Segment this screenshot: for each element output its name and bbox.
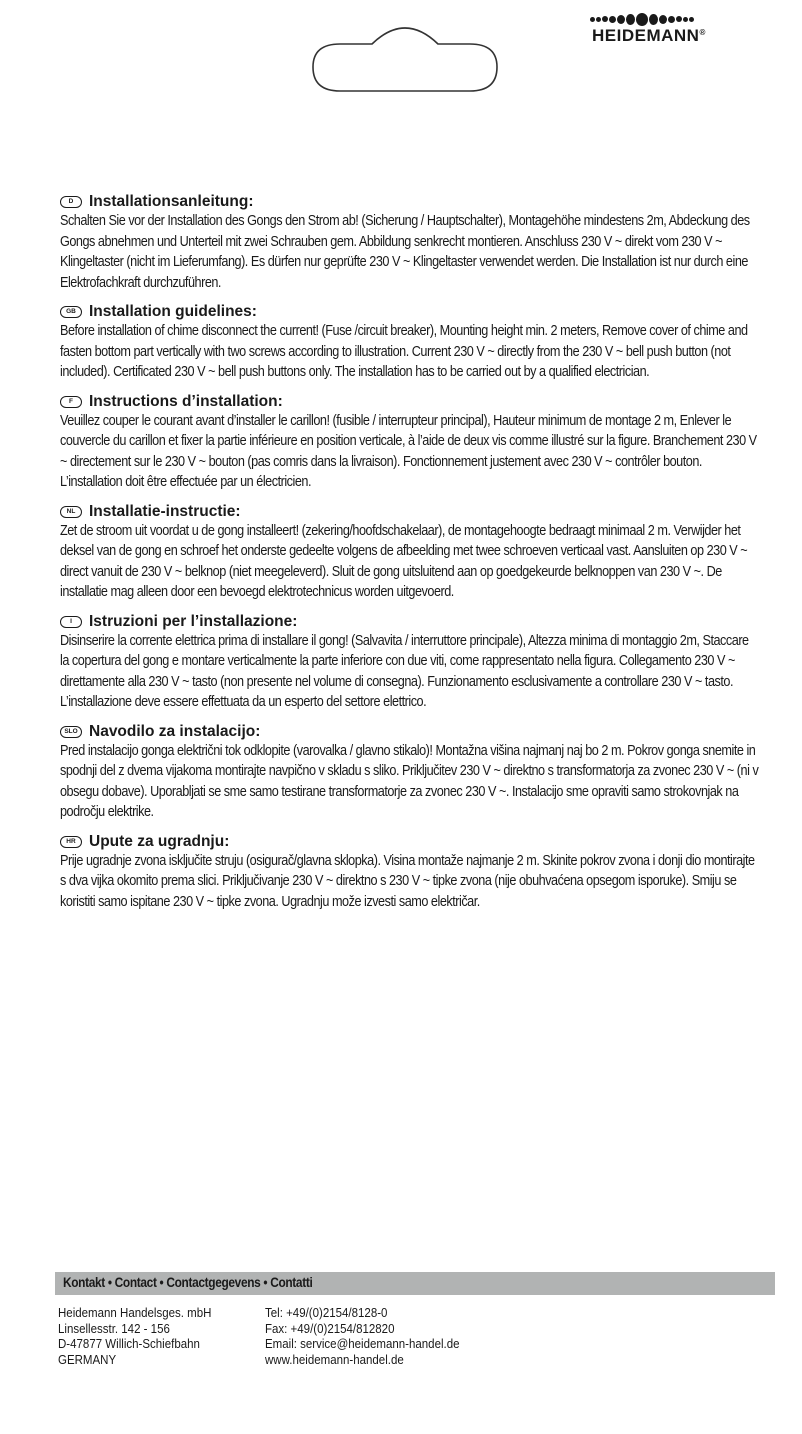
registered-mark: ® (699, 28, 706, 37)
section-hr (60, 833, 760, 913)
section-fr (60, 393, 760, 493)
section-body: Disinserire la corrente elettrica prima di installare il gong! (Salvavita / interruttore principale), Altezza minima di montaggio 2m, Staccare la copertura del gong e montare verticalmente la parte inferiore con due viti, come rappresentato nella figura. Collegamento 230 V ~ direttamente alla 230 V ~ tasto (non presente nel volume di consegna). Funzionamento esclusivamente a controllare 230 V ~ tasto. L’installazione deve essere effettuata da un esperto del settore elettrico. (60, 632, 749, 710)
section-slo (60, 723, 760, 823)
section-heading: Navodilo za instalacijo: (89, 722, 261, 740)
country-badge-icon: NL (60, 506, 82, 518)
section-gb (60, 303, 760, 383)
section-heading: Instructions d’installation: (89, 392, 283, 410)
contact-details (265, 1306, 460, 1368)
street-address: Linsellesstr. 142 - 156 (58, 1321, 170, 1336)
telephone: Tel: +49/(0)2154/8128-0 (265, 1306, 388, 1320)
section-body: Pred instalacijo gonga električni tok odklopite (varovalka / glavno stikalo)! Montažna višina najmanj naj bo 2 m. Pokrov gonga snemite in spodnji del z dvema vijakoma montirajte navpično v skladu s sliko. Priključitev 230 V ~ direktno s transformatorja za zvonec 230 V ~ (ni v obsegu dobave). Uporabljati se sme samo testirane transformatorje za zvonec 230 V ~. Instalacijo sme opraviti samo strokovnjak na področju elektrike. (60, 742, 759, 820)
heidemann-logo (588, 12, 788, 46)
section-nl (60, 503, 760, 603)
section-body: Before installation of chime disconnect the current! (Fuse /circuit breaker), Mounting height min. 2 meters, Remove cover of chime and fasten bottom part vertically with two screws according to illustration. Current 230 V ~ directly from the 230 V ~ bell push button (not included). Certificated 230 V ~ bell push buttons only. The installation has to be carried out by a qualified electrician. (60, 323, 748, 380)
contact-address (58, 1306, 211, 1368)
city-address: D-47877 Willich-Schiefbahn (58, 1337, 200, 1351)
country-badge-icon: GB (60, 306, 82, 318)
section-heading: Installation guidelines: (89, 303, 257, 320)
company-name: Heidemann Handelsges. mbH (58, 1306, 212, 1320)
contact-bar (55, 1272, 775, 1295)
section-body: Veuillez couper le courant avant d’installer le carillon! (fusible / interrupteur principal), Hauteur minimum de montage 2 m, Enlever le couvercle du carillon et fixer la partie inférieure en position verticale, à l’aide de deux vis comme illustré sur la figure. Branchement 230 V ~ directement sur le 230 V ~ bouton (pas comris dans la livraison). Fonctionnement justement avec 230 V ~ contrôler bouton. L’installation doit être effectuée par un électricien. (60, 412, 757, 490)
website-link[interactable]: www.heidemann-handel.de (265, 1352, 404, 1367)
section-title (60, 303, 760, 321)
section-title (60, 503, 760, 521)
contact-bar-label: Kontakt • Contact • Contactgegevens • Contatti (63, 1274, 313, 1290)
section-title (60, 193, 760, 211)
email-link[interactable]: Email: service@heidemann-handel.de (265, 1337, 460, 1351)
section-body: Schalten Sie vor der Installation des Gongs den Strom ab! (Sicherung / Hauptschalter), Montagehöhe mindestens 2m, Abdeckung des Gongs abnehmen und Unterteil mit zwei Schrauben gem. Abbildung senkrecht montieren. Anschluss 230 V ~ direkt vom 230 V ~ Klingeltaster (nicht im Lieferumfang). Es dürfen nur geprüfte 230 V ~ Klingeltaster verwendet werden. Die Installation ist nur durch eine Elektrofachkraft durchzuführen. (60, 213, 750, 291)
section-title (60, 613, 760, 631)
country-badge-icon: HR (60, 836, 82, 848)
instructions (60, 193, 760, 922)
country-badge-icon: D (60, 196, 82, 208)
chime-outline-icon (305, 20, 505, 95)
logo-dots-icon (588, 12, 788, 26)
fax: Fax: +49/(0)2154/812820 (265, 1321, 395, 1336)
section-heading: Upute za ugradnju: (89, 832, 230, 850)
section-heading: Installatie-instructie: (89, 502, 241, 520)
country: GERMANY (58, 1352, 117, 1367)
section-title (60, 723, 760, 741)
section-title (60, 833, 760, 851)
brand-name (588, 26, 788, 46)
section-body: Prije ugradnje zvona isključite struju (osigurač/glavna sklopka). Visina montaže najmanje 2 m. Skinite pokrov zvona i donji dio montirajte s dva vijka okomito prema slici. Priključivanje 230 V ~ direktno s 230 V ~ tipke zvona (nije obuhvaćena opsegom isporuke). Smiju se koristiti samo ispitane 230 V ~ tipke zvona. Ugradnju može izvesti samo električar. (60, 852, 755, 910)
section-de (60, 193, 760, 293)
section-heading: Installationsanleitung: (89, 193, 254, 210)
section-it (60, 613, 760, 713)
country-badge-icon: F (60, 396, 82, 408)
country-badge-icon: SLO (60, 726, 82, 738)
country-badge-icon: I (60, 616, 82, 628)
section-body: Zet de stroom uit voordat u de gong installeert! (zekering/hoofdschakelaar), de montagehoogte bedraagt minimaal 2 m. Verwijder het deksel van de gong en schroef het onderste gedeelte volgens de afbeelding met twee schroeven verticaal vast. Aansluiten op 230 V ~ direct vanuit de 230 V ~ belknop (niet meegeleverd). Sluit de gong uitsluitend aan op goedgekeurde belknoppen van 230 V ~. De installatie mag alleen door een bevoegd elektrotechnicus worden uitgevoerd. (60, 522, 748, 600)
section-title (60, 393, 760, 411)
section-heading: Istruzioni per l’installazione: (89, 612, 298, 630)
brand-wordmark: HEIDEMANN (592, 26, 700, 45)
